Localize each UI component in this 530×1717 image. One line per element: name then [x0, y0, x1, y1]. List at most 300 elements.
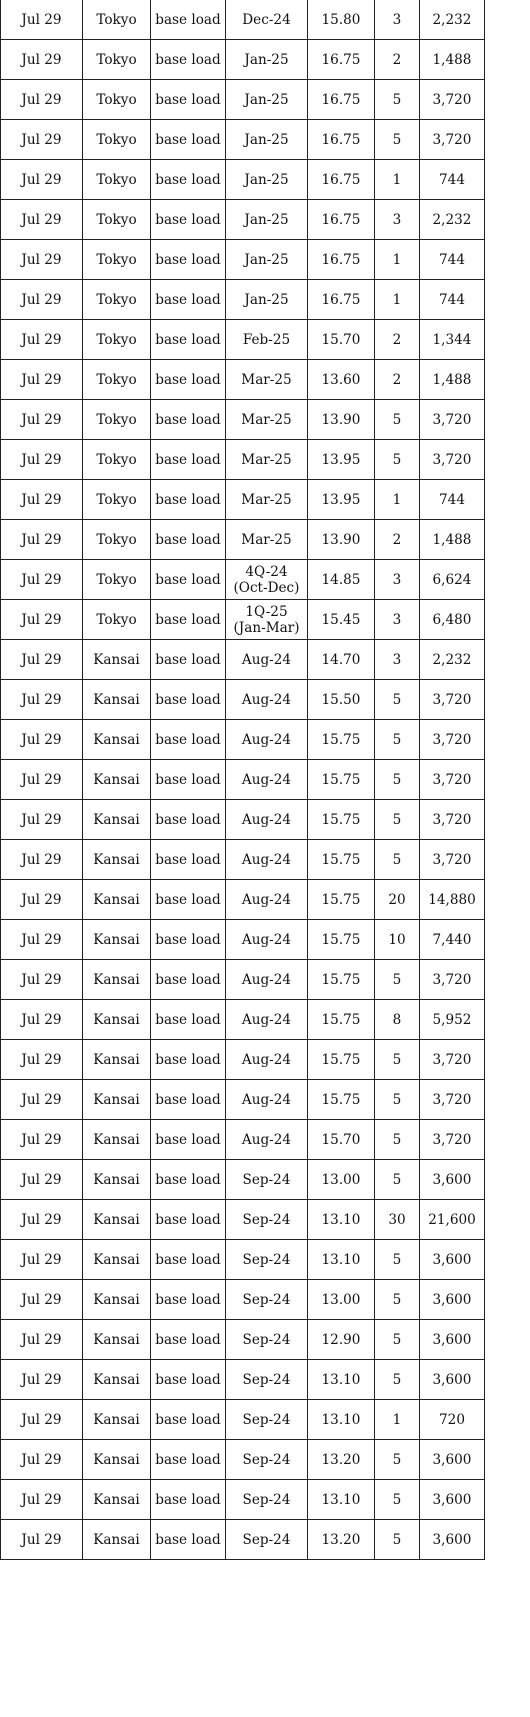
- load-type-cell: base load: [151, 1080, 226, 1120]
- price-cell: 15.45: [308, 600, 375, 640]
- trade-date-cell: Jul 29: [1, 640, 83, 680]
- trade-date-cell: Jul 29: [1, 1160, 83, 1200]
- table-row: [1, 80, 485, 120]
- area-cell: Tokyo: [83, 0, 151, 40]
- contract-month-cell: Aug-24: [226, 1000, 308, 1040]
- area-cell: Tokyo: [83, 80, 151, 120]
- lots-cell: 5: [375, 1520, 420, 1560]
- area-cell: Tokyo: [83, 560, 151, 600]
- price-cell: 16.75: [308, 200, 375, 240]
- contract-month-cell: Aug-24: [226, 880, 308, 920]
- contract-month-cell: Sep-24: [226, 1360, 308, 1400]
- lots-cell: 3: [375, 0, 420, 40]
- contract-month-cell: Mar-25: [226, 480, 308, 520]
- trade-date-cell: Jul 29: [1, 120, 83, 160]
- area-cell: Kansai: [83, 1120, 151, 1160]
- table-row: [1, 960, 485, 1000]
- contract-month-cell: Aug-24: [226, 1080, 308, 1120]
- price-cell: 12.90: [308, 1320, 375, 1360]
- contract-month-cell: Jan-25: [226, 280, 308, 320]
- price-cell: 13.10: [308, 1360, 375, 1400]
- lots-cell: 5: [375, 1320, 420, 1360]
- area-cell: Tokyo: [83, 120, 151, 160]
- lots-cell: 2: [375, 40, 420, 80]
- load-type-cell: base load: [151, 960, 226, 1000]
- area-cell: Kansai: [83, 960, 151, 1000]
- volume-cell: 744: [420, 240, 485, 280]
- price-cell: 15.70: [308, 1120, 375, 1160]
- area-cell: Kansai: [83, 1200, 151, 1240]
- volume-cell: 3,720: [420, 1080, 485, 1120]
- table-row: [1, 920, 485, 960]
- load-type-cell: base load: [151, 280, 226, 320]
- area-cell: Tokyo: [83, 480, 151, 520]
- trade-table-body: [1, 0, 485, 1560]
- area-cell: Kansai: [83, 1080, 151, 1120]
- load-type-cell: base load: [151, 40, 226, 80]
- area-cell: Tokyo: [83, 360, 151, 400]
- lots-cell: 5: [375, 1160, 420, 1200]
- volume-cell: 7,440: [420, 920, 485, 960]
- contract-month-cell: Aug-24: [226, 720, 308, 760]
- lots-cell: 3: [375, 560, 420, 600]
- lots-cell: 5: [375, 1240, 420, 1280]
- lots-cell: 8: [375, 1000, 420, 1040]
- lots-cell: 1: [375, 240, 420, 280]
- price-cell: 13.00: [308, 1280, 375, 1320]
- trade-date-cell: Jul 29: [1, 840, 83, 880]
- load-type-cell: base load: [151, 1280, 226, 1320]
- volume-cell: 21,600: [420, 1200, 485, 1240]
- price-cell: 13.10: [308, 1240, 375, 1280]
- lots-cell: 5: [375, 720, 420, 760]
- area-cell: Tokyo: [83, 200, 151, 240]
- volume-cell: 1,344: [420, 320, 485, 360]
- area-cell: Kansai: [83, 720, 151, 760]
- price-cell: 16.75: [308, 80, 375, 120]
- load-type-cell: base load: [151, 840, 226, 880]
- load-type-cell: base load: [151, 120, 226, 160]
- area-cell: Kansai: [83, 1160, 151, 1200]
- volume-cell: 3,600: [420, 1160, 485, 1200]
- price-cell: 15.75: [308, 840, 375, 880]
- trade-date-cell: Jul 29: [1, 1040, 83, 1080]
- volume-cell: 3,600: [420, 1240, 485, 1280]
- price-cell: 15.50: [308, 680, 375, 720]
- price-cell: 15.75: [308, 1040, 375, 1080]
- price-cell: 15.70: [308, 320, 375, 360]
- area-cell: Tokyo: [83, 240, 151, 280]
- trade-date-cell: Jul 29: [1, 280, 83, 320]
- load-type-cell: base load: [151, 160, 226, 200]
- load-type-cell: base load: [151, 200, 226, 240]
- lots-cell: 2: [375, 360, 420, 400]
- area-cell: Kansai: [83, 1320, 151, 1360]
- table-row: [1, 480, 485, 520]
- table-row: [1, 1360, 485, 1400]
- area-cell: Kansai: [83, 640, 151, 680]
- trade-date-cell: Jul 29: [1, 1400, 83, 1440]
- volume-cell: 5,952: [420, 1000, 485, 1040]
- table-row: [1, 560, 485, 600]
- load-type-cell: base load: [151, 800, 226, 840]
- volume-cell: 3,720: [420, 960, 485, 1000]
- price-cell: 15.75: [308, 920, 375, 960]
- area-cell: Tokyo: [83, 280, 151, 320]
- load-type-cell: base load: [151, 560, 226, 600]
- lots-cell: 5: [375, 680, 420, 720]
- contract-month-cell: Aug-24: [226, 760, 308, 800]
- lots-cell: 1: [375, 160, 420, 200]
- contract-month-cell: Mar-25: [226, 520, 308, 560]
- load-type-cell: base load: [151, 600, 226, 640]
- area-cell: Tokyo: [83, 520, 151, 560]
- contract-month-cell: Jan-25: [226, 240, 308, 280]
- contract-month-cell: Mar-25: [226, 360, 308, 400]
- load-type-cell: base load: [151, 1440, 226, 1480]
- area-cell: Tokyo: [83, 160, 151, 200]
- table-row: [1, 520, 485, 560]
- lots-cell: 10: [375, 920, 420, 960]
- volume-cell: 3,720: [420, 680, 485, 720]
- contract-month-cell: Sep-24: [226, 1160, 308, 1200]
- trade-date-cell: Jul 29: [1, 200, 83, 240]
- contract-month-cell: Aug-24: [226, 840, 308, 880]
- contract-month-cell: 1Q-25 (Jan-Mar): [226, 600, 308, 640]
- trade-date-cell: Jul 29: [1, 920, 83, 960]
- table-row: [1, 1200, 485, 1240]
- price-cell: 13.20: [308, 1440, 375, 1480]
- area-cell: Kansai: [83, 760, 151, 800]
- trade-date-cell: Jul 29: [1, 1520, 83, 1560]
- load-type-cell: base load: [151, 760, 226, 800]
- table-row: [1, 680, 485, 720]
- lots-cell: 5: [375, 1280, 420, 1320]
- area-cell: Kansai: [83, 1440, 151, 1480]
- price-cell: 13.00: [308, 1160, 375, 1200]
- trade-date-cell: Jul 29: [1, 880, 83, 920]
- volume-cell: 3,600: [420, 1280, 485, 1320]
- load-type-cell: base load: [151, 640, 226, 680]
- volume-cell: 3,720: [420, 120, 485, 160]
- load-type-cell: base load: [151, 880, 226, 920]
- volume-cell: 14,880: [420, 880, 485, 920]
- table-row: [1, 1480, 485, 1520]
- trade-date-cell: Jul 29: [1, 1480, 83, 1520]
- table-row: [1, 1320, 485, 1360]
- trade-date-cell: Jul 29: [1, 560, 83, 600]
- volume-cell: 2,232: [420, 200, 485, 240]
- load-type-cell: base load: [151, 360, 226, 400]
- volume-cell: 3,720: [420, 840, 485, 880]
- table-row: [1, 200, 485, 240]
- load-type-cell: base load: [151, 680, 226, 720]
- volume-cell: 3,720: [420, 720, 485, 760]
- contract-month-cell: Aug-24: [226, 1120, 308, 1160]
- contract-month-cell: Sep-24: [226, 1320, 308, 1360]
- trade-date-cell: Jul 29: [1, 960, 83, 1000]
- table-row: [1, 1520, 485, 1560]
- load-type-cell: base load: [151, 1240, 226, 1280]
- area-cell: Kansai: [83, 920, 151, 960]
- lots-cell: 5: [375, 1040, 420, 1080]
- volume-cell: 720: [420, 1400, 485, 1440]
- volume-cell: 1,488: [420, 360, 485, 400]
- area-cell: Kansai: [83, 800, 151, 840]
- lots-cell: 1: [375, 280, 420, 320]
- table-row: [1, 120, 485, 160]
- table-row: [1, 400, 485, 440]
- load-type-cell: base load: [151, 1400, 226, 1440]
- lots-cell: 5: [375, 80, 420, 120]
- load-type-cell: base load: [151, 320, 226, 360]
- trade-date-cell: Jul 29: [1, 1360, 83, 1400]
- trade-date-cell: Jul 29: [1, 360, 83, 400]
- lots-cell: 5: [375, 960, 420, 1000]
- trade-date-cell: Jul 29: [1, 800, 83, 840]
- volume-cell: 3,720: [420, 1040, 485, 1080]
- contract-month-cell: Jan-25: [226, 200, 308, 240]
- volume-cell: 6,480: [420, 600, 485, 640]
- contract-month-cell: Mar-25: [226, 440, 308, 480]
- price-cell: 14.70: [308, 640, 375, 680]
- load-type-cell: base load: [151, 1320, 226, 1360]
- contract-month-cell: Aug-24: [226, 960, 308, 1000]
- table-row: [1, 840, 485, 880]
- load-type-cell: base load: [151, 1000, 226, 1040]
- trade-date-cell: Jul 29: [1, 440, 83, 480]
- trade-date-cell: Jul 29: [1, 0, 83, 40]
- price-cell: 16.75: [308, 240, 375, 280]
- volume-cell: 3,720: [420, 400, 485, 440]
- area-cell: Kansai: [83, 680, 151, 720]
- trade-date-cell: Jul 29: [1, 1280, 83, 1320]
- volume-cell: 3,720: [420, 800, 485, 840]
- area-cell: Kansai: [83, 1520, 151, 1560]
- load-type-cell: base load: [151, 520, 226, 560]
- load-type-cell: base load: [151, 480, 226, 520]
- table-row: [1, 1000, 485, 1040]
- trade-date-cell: Jul 29: [1, 160, 83, 200]
- price-cell: 13.10: [308, 1200, 375, 1240]
- table-row: [1, 1160, 485, 1200]
- trade-date-cell: Jul 29: [1, 320, 83, 360]
- load-type-cell: base load: [151, 1120, 226, 1160]
- price-cell: 15.75: [308, 720, 375, 760]
- area-cell: Kansai: [83, 1280, 151, 1320]
- lots-cell: 3: [375, 200, 420, 240]
- table-row: [1, 360, 485, 400]
- load-type-cell: base load: [151, 440, 226, 480]
- price-cell: 15.75: [308, 1080, 375, 1120]
- contract-month-cell: Jan-25: [226, 160, 308, 200]
- lots-cell: 5: [375, 1440, 420, 1480]
- table-row: [1, 1080, 485, 1120]
- lots-cell: 5: [375, 760, 420, 800]
- trade-date-cell: Jul 29: [1, 80, 83, 120]
- table-row: [1, 800, 485, 840]
- area-cell: Kansai: [83, 1360, 151, 1400]
- trade-date-cell: Jul 29: [1, 680, 83, 720]
- contract-month-cell: 4Q-24 (Oct-Dec): [226, 560, 308, 600]
- trade-date-cell: Jul 29: [1, 40, 83, 80]
- trade-date-cell: Jul 29: [1, 720, 83, 760]
- price-cell: 15.75: [308, 960, 375, 1000]
- contract-month-cell: Sep-24: [226, 1520, 308, 1560]
- volume-cell: 3,600: [420, 1360, 485, 1400]
- table-row: [1, 440, 485, 480]
- area-cell: Tokyo: [83, 600, 151, 640]
- contract-month-cell: Sep-24: [226, 1440, 308, 1480]
- trade-date-cell: Jul 29: [1, 600, 83, 640]
- lots-cell: 3: [375, 640, 420, 680]
- volume-cell: 6,624: [420, 560, 485, 600]
- load-type-cell: base load: [151, 1520, 226, 1560]
- price-cell: 15.75: [308, 880, 375, 920]
- area-cell: Kansai: [83, 880, 151, 920]
- volume-cell: 3,600: [420, 1320, 485, 1360]
- volume-cell: 3,720: [420, 760, 485, 800]
- area-cell: Kansai: [83, 1240, 151, 1280]
- price-cell: 13.90: [308, 400, 375, 440]
- table-row: [1, 0, 485, 40]
- load-type-cell: base load: [151, 1200, 226, 1240]
- contract-month-cell: Sep-24: [226, 1400, 308, 1440]
- table-row: [1, 1120, 485, 1160]
- trade-date-cell: Jul 29: [1, 240, 83, 280]
- price-cell: 13.20: [308, 1520, 375, 1560]
- lots-cell: 5: [375, 1080, 420, 1120]
- trade-date-cell: Jul 29: [1, 1440, 83, 1480]
- table-row: [1, 1240, 485, 1280]
- contract-month-cell: Jan-25: [226, 80, 308, 120]
- trade-date-cell: Jul 29: [1, 480, 83, 520]
- lots-cell: 3: [375, 600, 420, 640]
- table-row: [1, 1280, 485, 1320]
- lots-cell: 1: [375, 480, 420, 520]
- contract-month-cell: Sep-24: [226, 1240, 308, 1280]
- lots-cell: 5: [375, 400, 420, 440]
- trade-date-cell: Jul 29: [1, 1240, 83, 1280]
- lots-cell: 20: [375, 880, 420, 920]
- area-cell: Tokyo: [83, 320, 151, 360]
- trade-date-cell: Jul 29: [1, 400, 83, 440]
- volume-cell: 3,600: [420, 1520, 485, 1560]
- area-cell: Tokyo: [83, 440, 151, 480]
- price-cell: 13.95: [308, 440, 375, 480]
- price-cell: 15.75: [308, 1000, 375, 1040]
- volume-cell: 3,720: [420, 80, 485, 120]
- volume-cell: 3,600: [420, 1440, 485, 1480]
- table-row: [1, 40, 485, 80]
- area-cell: Kansai: [83, 1040, 151, 1080]
- area-cell: Kansai: [83, 840, 151, 880]
- contract-month-cell: Sep-24: [226, 1280, 308, 1320]
- price-cell: 13.95: [308, 480, 375, 520]
- trade-date-cell: Jul 29: [1, 1200, 83, 1240]
- volume-cell: 744: [420, 160, 485, 200]
- price-cell: 15.75: [308, 760, 375, 800]
- volume-cell: 1,488: [420, 520, 485, 560]
- table-row: [1, 160, 485, 200]
- load-type-cell: base load: [151, 400, 226, 440]
- contract-month-cell: Aug-24: [226, 1040, 308, 1080]
- load-type-cell: base load: [151, 720, 226, 760]
- lots-cell: 5: [375, 840, 420, 880]
- lots-cell: 2: [375, 320, 420, 360]
- load-type-cell: base load: [151, 0, 226, 40]
- table-row: [1, 320, 485, 360]
- trade-date-cell: Jul 29: [1, 1000, 83, 1040]
- volume-cell: 744: [420, 280, 485, 320]
- table-row: [1, 1440, 485, 1480]
- lots-cell: 30: [375, 1200, 420, 1240]
- volume-cell: 3,600: [420, 1480, 485, 1520]
- volume-cell: 2,232: [420, 0, 485, 40]
- price-cell: 13.10: [308, 1400, 375, 1440]
- lots-cell: 2: [375, 520, 420, 560]
- table-row: [1, 720, 485, 760]
- trade-date-cell: Jul 29: [1, 1320, 83, 1360]
- area-cell: Kansai: [83, 1480, 151, 1520]
- contract-month-cell: Feb-25: [226, 320, 308, 360]
- price-cell: 13.60: [308, 360, 375, 400]
- volume-cell: 3,720: [420, 440, 485, 480]
- table-row: [1, 880, 485, 920]
- load-type-cell: base load: [151, 240, 226, 280]
- table-row: [1, 1400, 485, 1440]
- lots-cell: 1: [375, 1400, 420, 1440]
- area-cell: Kansai: [83, 1400, 151, 1440]
- load-type-cell: base load: [151, 1040, 226, 1080]
- volume-cell: 3,720: [420, 1120, 485, 1160]
- table-row: [1, 240, 485, 280]
- contract-month-cell: Aug-24: [226, 800, 308, 840]
- contract-month-cell: Dec-24: [226, 0, 308, 40]
- contract-month-cell: Aug-24: [226, 680, 308, 720]
- volume-cell: 744: [420, 480, 485, 520]
- lots-cell: 5: [375, 440, 420, 480]
- load-type-cell: base load: [151, 1480, 226, 1520]
- load-type-cell: base load: [151, 1160, 226, 1200]
- lots-cell: 5: [375, 1120, 420, 1160]
- lots-cell: 5: [375, 1480, 420, 1520]
- contract-month-cell: Sep-24: [226, 1200, 308, 1240]
- area-cell: Tokyo: [83, 40, 151, 80]
- lots-cell: 5: [375, 120, 420, 160]
- price-cell: 15.80: [308, 0, 375, 40]
- table-row: [1, 1040, 485, 1080]
- table-row: [1, 640, 485, 680]
- price-cell: 14.85: [308, 560, 375, 600]
- table-row: [1, 600, 485, 640]
- load-type-cell: base load: [151, 1360, 226, 1400]
- table-row: [1, 760, 485, 800]
- price-cell: 13.10: [308, 1480, 375, 1520]
- lots-cell: 5: [375, 800, 420, 840]
- load-type-cell: base load: [151, 80, 226, 120]
- contract-month-cell: Aug-24: [226, 920, 308, 960]
- load-type-cell: base load: [151, 920, 226, 960]
- price-cell: 15.75: [308, 800, 375, 840]
- contract-month-cell: Jan-25: [226, 120, 308, 160]
- price-cell: 13.90: [308, 520, 375, 560]
- area-cell: Kansai: [83, 1000, 151, 1040]
- price-cell: 16.75: [308, 280, 375, 320]
- volume-cell: 2,232: [420, 640, 485, 680]
- trade-date-cell: Jul 29: [1, 1080, 83, 1120]
- trade-date-cell: Jul 29: [1, 1120, 83, 1160]
